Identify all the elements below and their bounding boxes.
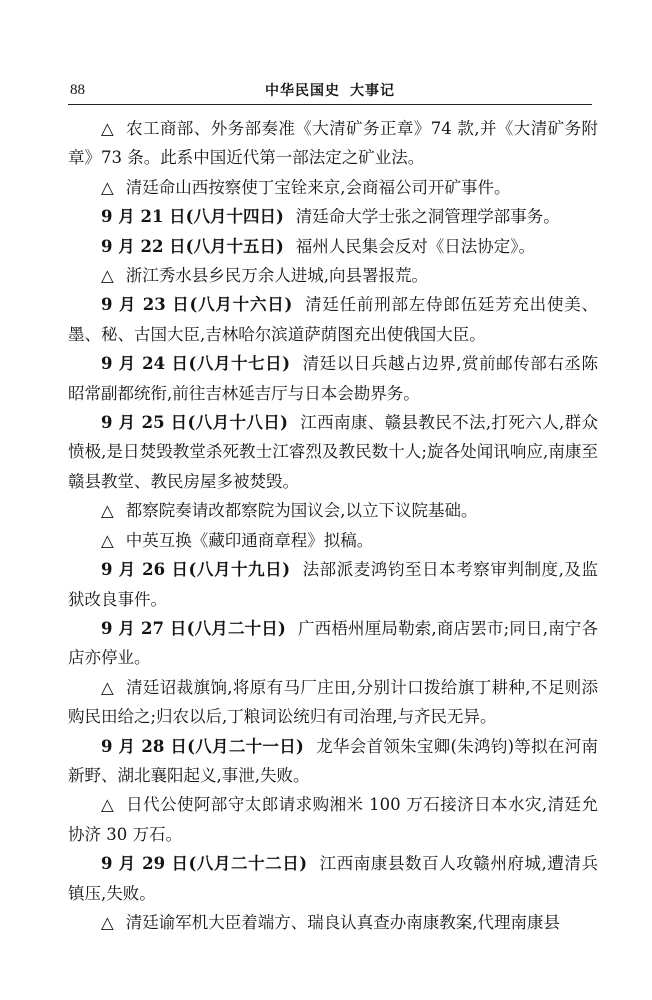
chronology-entry: [68, 349, 598, 408]
entry-text: 广西梧州厘局勒索,商店罢市;同日,南宁各店亦停业。: [68, 618, 598, 668]
triangle-marker-icon: △: [101, 795, 115, 815]
chronology-entry: [68, 173, 598, 202]
entry-text: 清廷命山西按察使丁宝铨来京,会商福公司开矿事件。: [125, 177, 511, 197]
chronology-entry: [68, 555, 598, 614]
entry-date: 9 月 23 日(八月十六日): [101, 295, 293, 315]
entry-date: 9 月 28 日(八月二十一日): [101, 736, 304, 756]
entry-date: 9 月 24 日(八月十七日): [101, 354, 291, 374]
triangle-marker-icon: △: [101, 177, 114, 197]
chronology-entry: [68, 408, 598, 496]
triangle-marker-icon: △: [101, 677, 115, 697]
entry-text: 清廷命大学士张之洞管理学部事务。: [295, 207, 560, 227]
entry-text: 江西南康县数百人攻赣州府城,遭清兵镇压,失败。: [68, 854, 598, 903]
chronology-entry: [68, 261, 598, 290]
entry-date: 9 月 25 日(八月十八日): [101, 413, 288, 433]
triangle-marker-icon: △: [101, 912, 114, 932]
entry-text: 浙江秀水县乡民万余人进城,向县署报荒。: [125, 266, 428, 286]
triangle-marker-icon: △: [101, 119, 115, 138]
triangle-marker-icon: △: [101, 266, 114, 286]
chronology-entry: [68, 732, 598, 791]
entry-text: 福州人民集会反对《日法协定》。: [295, 236, 536, 256]
chronology-entry: [68, 790, 598, 849]
chronology-entry: [68, 614, 598, 673]
entry-date: 9 月 29 日(八月二十二日): [101, 854, 308, 874]
entry-text: 都察院奏请改都察院为国议会,以立下议院基础。: [125, 501, 478, 521]
running-title: [70, 80, 590, 100]
header-rule: [68, 104, 592, 105]
entry-date: 9 月 26 日(八月十九日): [101, 560, 291, 580]
chronology-entry: [68, 290, 598, 349]
triangle-marker-icon: △: [101, 501, 114, 521]
entry-text: 清廷任前刑部左侍郎伍廷芳充出使美、墨、秘、古国大臣,吉林哈尔滨道萨荫图充出使俄国大臣。: [68, 295, 599, 344]
entry-text: 清廷诏裁旗饷,将原有马厂庄田,分别计口拨给旗丁耕种,不足则添购民田给之;归农以后,丁粮词讼统归有司治理,与齐民无异。: [68, 677, 598, 727]
running-title-book: 中华民国史: [265, 83, 340, 99]
triangle-marker-icon: △: [101, 530, 114, 550]
entry-date: 9 月 21 日(八月十四日): [101, 207, 284, 227]
chronology-entry: [68, 114, 598, 173]
entry-text: 清廷谕军机大臣着端方、瑞良认真查办南康教案,代理南康县: [125, 912, 560, 932]
entry-text: 清廷以日兵越占边界,赏前邮传部右丞陈昭常副都统衔,前往吉林延吉厅与日本会勘界务。: [68, 354, 598, 403]
chronology-entry: [68, 202, 598, 231]
entry-text: 农工商部、外务部奏准《大清矿务正章》74 款,并《大清矿务附章》73 条。此系中国近代第一部法定之矿业法。: [68, 119, 598, 168]
entry-text: 日代公使阿部守太郎请求购湘米 100 万石接济日本水灾,清廷允协济 30 万石。: [68, 795, 598, 844]
entry-date: 9 月 27 日(八月二十日): [101, 618, 286, 638]
entry-text: 法部派麦鸿钧至日本考察审判制度,及监狱改良事件。: [68, 560, 598, 609]
body-text: [68, 114, 598, 937]
entry-text: 龙华会首领朱宝卿(朱鸿钧)等拟在河南新野、湖北襄阳起义,事泄,失败。: [68, 736, 598, 785]
entry-text: 江西南康、赣县教民不法,打死六人,群众愤极,是日焚毁教堂杀死教士江睿烈及教民数十人;旋各处闻讯响应,南康至赣县教堂、教民房屋多被焚毁。: [68, 413, 598, 491]
entry-text: 中英互换《藏印通商章程》拟稿。: [125, 530, 374, 550]
chronology-entry: [68, 496, 598, 525]
chronology-entry: [68, 908, 598, 937]
chronology-entry: [68, 849, 598, 908]
chronology-entry: [68, 673, 598, 732]
entry-date: 9 月 22 日(八月十五日): [101, 236, 284, 256]
chronology-entry: [68, 526, 598, 555]
page-header: [70, 80, 590, 104]
running-title-section: 大事记: [350, 83, 395, 99]
page-number: 88: [70, 82, 85, 98]
chronology-entry: [68, 232, 598, 261]
